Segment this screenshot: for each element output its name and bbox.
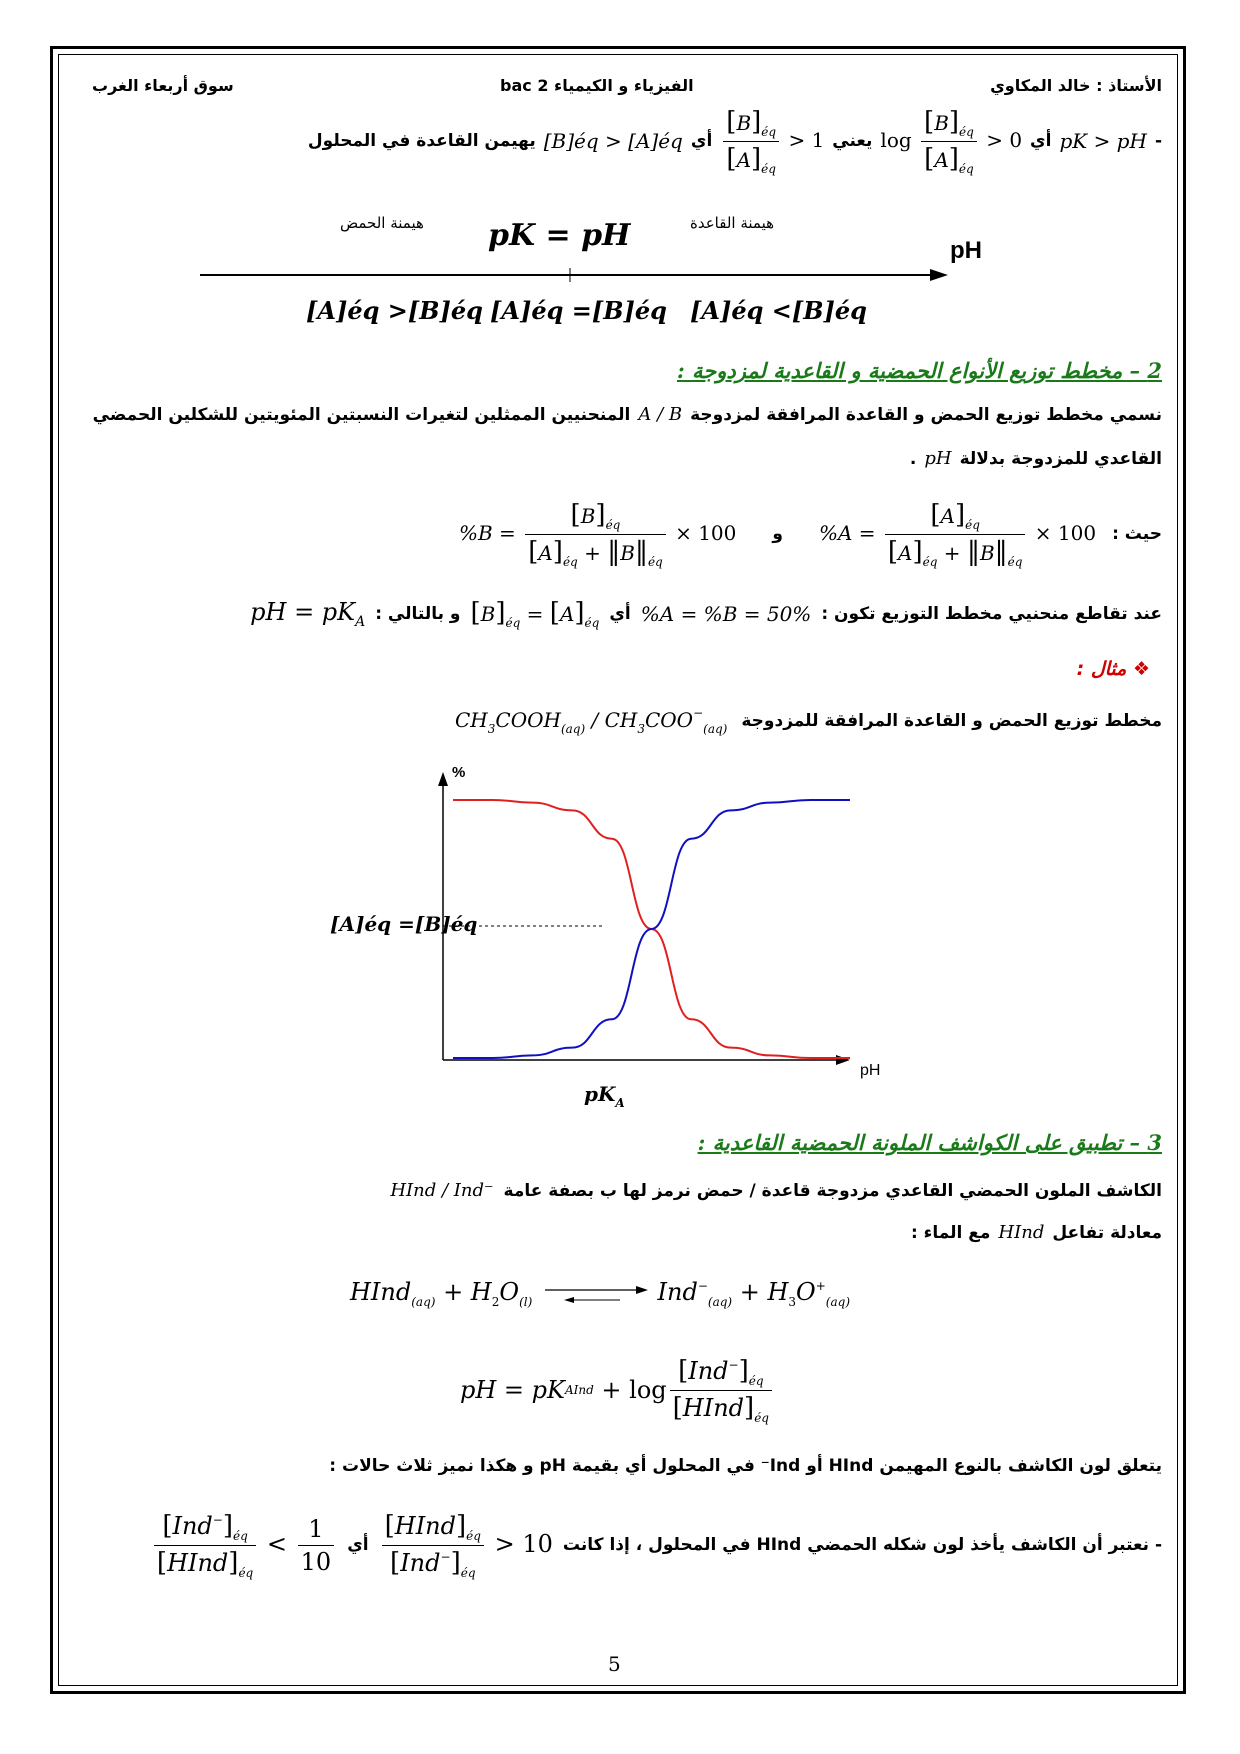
section2-p2-var: pH bbox=[924, 448, 952, 469]
section3-p2a: معادلة تفاعل bbox=[1052, 1222, 1162, 1243]
equilibrium-arrow bbox=[540, 1282, 650, 1306]
base-dominance-label: هيمنة القاعدة bbox=[690, 214, 775, 232]
line1-ay2: أي bbox=[690, 131, 713, 151]
example-couple: $CH_3COOH_{(aq)} / CH_3COO^-_{(aq)}$ bbox=[455, 706, 728, 736]
section2-p2: القاعدي للمزدوجة بدلالة bbox=[959, 448, 1162, 469]
case1-ineq2: $\frac{[Ind^-]_{éq}}{[HInd]_{éq}}$ < $\frac{1}{10}$ bbox=[151, 1511, 337, 1580]
acid-dominance-label: هيمنة الحمض bbox=[340, 214, 424, 232]
intersect-eq: %A = %B = 50% bbox=[640, 602, 812, 626]
header-school: سوق أربعاء الغرب bbox=[92, 76, 234, 95]
pctB-formula: %B = $\frac{[B]_{éq}}{[A]_{éq} + ‖B‖_{éq}}$ × 100 bbox=[459, 499, 737, 569]
chart-ylabel: % bbox=[452, 764, 466, 781]
line1-text: يهيمن القاعدة في المحلول bbox=[307, 131, 536, 151]
line1-cond: pK > pH bbox=[1059, 129, 1147, 153]
header-subject: الفيزياء و الكيمياء 2 bac bbox=[500, 76, 694, 95]
page-number: 5 bbox=[608, 1652, 621, 1676]
distribution-chart bbox=[300, 760, 860, 1120]
section3-para3: يتعلق لون الكاشف بالنوع المهيمن HInd أو Ind⁻ في المحلول أي بقيمة pH و هكذا نميز ثلاث حالات : bbox=[329, 1456, 1162, 1476]
axis-right-relation: [A]éq <[B]éq bbox=[690, 296, 867, 325]
case1-ineq1: $\frac{[HInd]_{éq}}{[Ind^-]_{éq}}$ > 10 bbox=[379, 1511, 553, 1580]
ph-formula: pH = pK AInd + log $\frac{[Ind^-]_{éq}}{[HInd]_{éq}}$ bbox=[460, 1340, 775, 1440]
haith-label: حيث : bbox=[1112, 524, 1162, 544]
line1-ay: أي bbox=[1030, 131, 1052, 151]
section3-para1 bbox=[390, 1180, 1162, 1201]
section3-para2 bbox=[911, 1222, 1162, 1243]
section2-p1a: نسمي مخطط توزيع الحمض و القاعدة المرافقة لمزدوجة bbox=[690, 404, 1162, 425]
case1-text: - نعتبر أن الكاشف يأخذ لون شكله الحمضي HInd في المحلول ، إذا كانت bbox=[562, 1535, 1162, 1555]
section3-p2-var: HInd bbox=[998, 1222, 1045, 1243]
line1-log-ineq: log $\frac{[B]_{éq}}{[A]_{éq}}$ > 0 bbox=[880, 106, 1023, 176]
section3-title: 3 – تطبيق على الكواشف الملونة الحمضية القاعدية : bbox=[697, 1130, 1162, 1155]
dominance-line bbox=[308, 96, 1162, 186]
section2-couple: A / B bbox=[638, 404, 683, 425]
section3-p1: الكاشف الملون الحمضي القاعدي مزدوجة قاعدة / حمض نرمز لها ب بصفة عامة bbox=[503, 1180, 1162, 1201]
section2-para1 bbox=[93, 404, 1162, 425]
intersection-line bbox=[250, 598, 1162, 630]
axis-mid-relation: [A]éq =[B]éq bbox=[490, 296, 667, 325]
line1-concentration-ineq: [B]éq > [A]éq bbox=[543, 129, 683, 153]
intersect-ay: أي bbox=[609, 604, 631, 624]
intersect-text: عند تقاطع منحنيي مخطط التوزيع تكون : bbox=[821, 604, 1162, 624]
chart-xlabel: pH bbox=[860, 1062, 881, 1079]
section3-p2b: مع الماء : bbox=[910, 1222, 991, 1243]
x-axis-arrow bbox=[836, 1055, 850, 1065]
line1-yani: يعني bbox=[832, 131, 873, 151]
pctA-formula: %A = $\frac{[A]_{éq}}{[A]_{éq} + ‖B‖_{éq}}$ × 100 bbox=[818, 499, 1097, 569]
ph-axis bbox=[200, 258, 950, 288]
axis-center-formula: pK = pH bbox=[488, 218, 631, 253]
example-text: مخطط توزيع الحمض و القاعدة المرافقة للمزدوجة bbox=[741, 711, 1162, 731]
axis-left-relation: [A]éq >[B]éq bbox=[306, 296, 483, 325]
case1-ay: أي bbox=[347, 1535, 369, 1555]
series-line-1 bbox=[453, 800, 850, 1058]
section2-title: 2 – مخطط توزيع الأنواع الحمضية و القاعدية لمزدوجة : bbox=[676, 358, 1162, 383]
wa-label: و bbox=[772, 524, 783, 544]
ph-axis-arrow bbox=[930, 269, 948, 281]
axis-ph-label: pH bbox=[950, 237, 982, 264]
reaction-equation: HInd$_{(aq)}$ + $H_2O_{(l)}$ $Ind^-_{(aq)} + H_3O^+_{(aq)}$ bbox=[350, 1278, 850, 1309]
result-formula: pH = $pK_A$ bbox=[250, 598, 366, 630]
chart-half-label: [A]éq =[B]éq bbox=[330, 912, 478, 936]
header-teacher: الأستاذ : خالد المكاوي bbox=[990, 76, 1162, 95]
section2-para2: القاعدي للمزدوجة بدلالة pH . bbox=[909, 448, 1162, 469]
line1-dash: - bbox=[1154, 131, 1162, 151]
intersect-concentrations: $[B]_{éq} = [A]_{éq}$ bbox=[470, 598, 600, 630]
chart-series bbox=[453, 800, 850, 1058]
section2-p1b: المنحنيين الممثلين لتغيرات النسبتين المئويتين للشكلين الحمضي bbox=[92, 404, 631, 425]
example-title: ❖ مثال : bbox=[1076, 658, 1150, 680]
wabittali-label: و بالتالي : bbox=[375, 604, 461, 624]
line1-ratio-ineq: $\frac{[B]_{éq}}{[A]_{éq}}$ > 1 bbox=[720, 107, 824, 176]
y-axis-arrow bbox=[438, 772, 448, 786]
case1-line bbox=[151, 1500, 1162, 1590]
example-line bbox=[455, 706, 1162, 736]
section3-couple: HInd / Ind⁻ bbox=[390, 1180, 494, 1201]
percentage-formulas bbox=[459, 494, 1162, 574]
chart-pk-label: $pK_A$ bbox=[584, 1082, 625, 1110]
